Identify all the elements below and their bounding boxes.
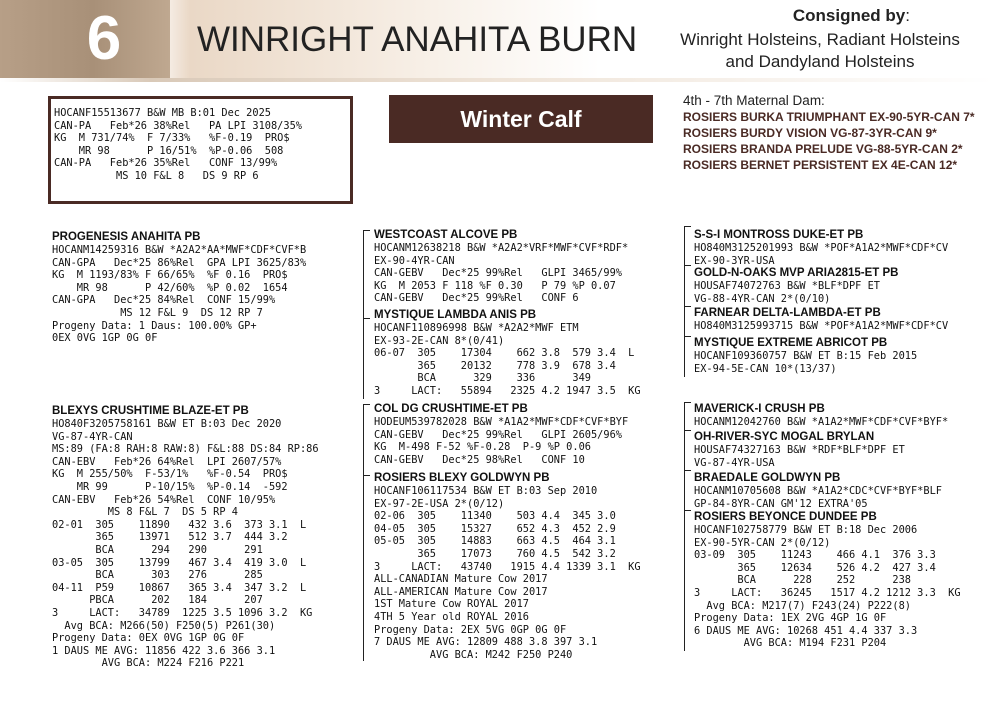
text-line: 7 DAUS ME AVG: 12809 488 3.8 397 3.1: [374, 636, 598, 649]
ggs3-name: MAVERICK-I CRUSH PB: [694, 403, 825, 415]
text-line: 365 12634 526 4.2 427 3.4: [694, 561, 936, 574]
text-line: VG-87-4YR-USA: [694, 456, 775, 469]
text-line: KG M-498 F-52 %F-0.28 P-9 %P 0.06: [374, 441, 591, 454]
text-line: CAN-GEBV Dec*25 99%Rel GLPI 3465/99%: [374, 267, 622, 280]
class-badge: Winter Calf: [389, 95, 653, 143]
ggs4-block: [694, 471, 942, 510]
text-line: CAN-EBV Feb*26 64%Rel LPI 2607/57%: [52, 455, 282, 468]
text-line: GP-84-8YR-CAN GM'12 EXTRA'05: [694, 497, 868, 510]
text-line: HODEUM539782028 B&W *A1A2*MWF*CDF*CVF*BYF: [374, 416, 629, 428]
text-line: KG M 2053 F 118 %F 0.30 P 79 %P 0.07: [374, 279, 616, 292]
text-line: VG-88-4YR-CAN 2*(0/10): [694, 292, 831, 305]
text-line: Progeny Data: 2EX 5VG 0GP 0G 0F: [374, 623, 567, 636]
text-line: KG M 1193/83% F 66/65% %F 0.16 PRO$: [52, 269, 288, 282]
text-line: CAN-GEBV Dec*25 99%Rel CONF 6: [374, 292, 579, 305]
text-line: EX-90-3YR-USA: [694, 254, 775, 267]
text-line: 3 LACT: 55894 2325 4.2 1947 3.5 KG: [374, 384, 641, 397]
sire-dam-details: [374, 322, 641, 398]
text-line: HOCANM12638218 B&W *A2A2*VRF*MWF*CVF*RDF*: [374, 242, 629, 254]
text-line: 1ST Mature Cow ROYAL 2017: [374, 598, 529, 611]
text-line: 3 LACT: 36245 1517 4.2 1212 3.3 KG: [694, 586, 961, 599]
consignors-line-2: and Dandyland Holsteins: [725, 52, 915, 71]
text-line: KG M 255/50% F-53/1% %F-0.54 PRO$: [52, 468, 288, 481]
text-line: 02-06 305 11340 503 4.4 345 3.0: [374, 510, 616, 523]
bracket-dam-dam: [363, 475, 370, 661]
bracket-sire-sire: [363, 230, 370, 321]
text-line: BCA 303 276 285: [52, 569, 263, 582]
text-line: MS 10 F&L 8 DS 9 RP 6: [54, 169, 259, 182]
bracket-ggs4: [684, 470, 691, 511]
dam-name: BLEXYS CRUSHTIME BLAZE-ET PB: [52, 405, 249, 417]
consigned-by-colon: :: [905, 6, 910, 25]
bracket-ggs3: [684, 402, 691, 433]
bracket-ggd2: [684, 336, 691, 377]
ggs4-details: [694, 485, 942, 510]
text-line: Progeny Data: 1 Daus: 100.00% GP+: [52, 319, 257, 332]
text-line: HOUSAF74327163 B&W *RDF*BLF*DPF ET: [694, 444, 905, 456]
ggd4-details: [694, 524, 961, 650]
ggd2-block: [694, 336, 917, 375]
text-line: MR 98 P 16/51% %P-0.06 508: [54, 144, 284, 157]
text-line: 06-07 305 17304 662 3.8 579 3.4 L: [374, 347, 635, 360]
ggd4-name: ROSIERS BEYONCE DUNDEE PB: [694, 511, 877, 523]
text-line: CAN-GEBV Dec*25 98%Rel CONF 10: [374, 453, 585, 466]
sire-sire-name: WESTCOAST ALCOVE PB: [374, 229, 518, 241]
dam-sire-name: COL DG CRUSHTIME-ET PB: [374, 403, 528, 415]
dam-block: [52, 404, 319, 670]
maternal-dam-6: ROSIERS BRANDA PRELUDE VG-88-5YR-CAN 2*: [683, 142, 963, 156]
bracket-sire-dam: [363, 318, 370, 399]
text-line: CAN-EBV Feb*26 54%Rel CONF 10/95%: [52, 493, 276, 506]
text-line: MR 99 P-10/15% %P-0.14 -592: [52, 480, 288, 493]
text-line: EX-97-2E-USA 2*(0/12): [374, 497, 505, 510]
text-line: HO840M3125993715 B&W *POF*A1A2*MWF*CDF*CV: [694, 320, 949, 332]
text-line: KG M 731/74% F 7/33% %F-0.19 PRO$: [54, 132, 290, 145]
text-line: Progeny Data: 1EX 2VG 4GP 1G 0F: [694, 612, 887, 625]
text-line: HOCANM14259316 B&W *A2A2*AA*MWF*CDF*CVF*B: [52, 244, 307, 256]
text-line: ALL-AMERICAN Mature Cow 2017: [374, 585, 548, 598]
ggs2-name: FARNEAR DELTA-LAMBDA-ET PB: [694, 307, 881, 319]
text-line: 4TH 5 Year old ROYAL 2016: [374, 610, 529, 623]
maternal-dam-5: ROSIERS BURDY VISION VG-87-3YR-CAN 9*: [683, 126, 937, 140]
text-line: BCA 228 252 238: [694, 574, 911, 587]
ggd2-name: MYSTIQUE EXTREME ABRICOT PB: [694, 337, 888, 349]
text-line: CAN-GEBV Dec*25 99%Rel GLPI 2605/96%: [374, 428, 622, 441]
text-line: HOCANF110896998 B&W *A2A2*MWF ETM: [374, 322, 579, 334]
consigned-by-text: Consigned by: [792, 6, 906, 25]
bracket-ggd3: [684, 430, 691, 471]
text-line: 365 13971 512 3.7 444 3.2: [52, 531, 288, 544]
text-line: 6 DAUS ME AVG: 10268 451 4.4 337 3.3: [694, 624, 918, 637]
text-line: 365 17073 760 4.5 542 3.2: [374, 547, 616, 560]
dam-details: [52, 418, 319, 670]
text-line: EX-90-4YR-CAN: [374, 254, 455, 267]
text-line: 02-01 305 11890 432 3.6 373 3.1 L: [52, 518, 307, 531]
text-line: Avg BCA: M217(7) F243(24) P222(8): [694, 599, 911, 612]
ggs3-block: [694, 402, 948, 429]
text-line: HOCANF15513677 B&W MB B:01 Dec 2025: [54, 107, 271, 119]
ggd1-name: GOLD-N-OAKS MVP ARIA2815-ET PB: [694, 267, 899, 279]
text-line: Progeny Data: 0EX 0VG 1GP 0G 0F: [52, 632, 245, 645]
text-line: PBCA 202 184 207: [52, 594, 263, 607]
text-line: 3 LACT: 34789 1225 3.5 1096 3.2 KG: [52, 606, 313, 619]
text-line: MS 8 F&L 7 DS 5 RP 4: [52, 506, 238, 519]
text-line: ALL-CANADIAN Mature Cow 2017: [374, 573, 548, 586]
text-line: BCA 294 290 291: [52, 543, 263, 556]
consigned-by-label: [680, 6, 970, 26]
ggs1-name: S-S-I MONTROSS DUKE-ET PB: [694, 229, 864, 241]
bracket-dam-sire: [363, 404, 370, 479]
text-line: HOCANM10705608 B&W *A1A2*CDC*CVF*BYF*BLF: [694, 485, 942, 497]
text-line: 365 20132 778 3.9 678 3.4: [374, 359, 616, 372]
ggd3-name: OH-RIVER-SYC MOGAL BRYLAN: [694, 431, 875, 443]
text-line: HOCANF106117534 B&W ET B:03 Sep 2010: [374, 485, 598, 497]
sire-dam-name: MYSTIQUE LAMBDA ANIS PB: [374, 309, 537, 321]
ggs2-details: [694, 320, 948, 333]
text-line: AVG BCA: M194 F231 P204: [694, 637, 887, 650]
ggd1-details: [694, 280, 898, 305]
maternal-dam-4: ROSIERS BURKA TRIUMPHANT EX-90-5YR-CAN 7*: [683, 110, 975, 124]
text-line: MR 98 P 42/60% %P 0.02 1654: [52, 281, 288, 294]
bracket-ggs2: [684, 306, 691, 337]
maternal-dam-heading: 4th - 7th Maternal Dam:: [683, 93, 825, 108]
text-line: BCA 329 336 349: [374, 372, 591, 385]
text-line: 04-11 P59 10867 365 3.4 347 3.2 L: [52, 581, 307, 594]
ggs1-block: [694, 228, 948, 267]
proof-lines: [54, 107, 302, 183]
ggs3-details: [694, 416, 948, 429]
text-line: CAN-PA Feb*26 38%Rel PA LPI 3108/35%: [54, 119, 302, 132]
lot-number-box: [0, 0, 170, 78]
ggs1-details: [694, 242, 948, 267]
text-line: VG-87-4YR-CAN: [52, 430, 133, 443]
sire-sire-details: [374, 242, 628, 305]
sire-name: PROGENESIS ANAHITA PB: [52, 231, 201, 243]
text-line: 03-05 305 13799 467 3.4 419 3.0 L: [52, 556, 307, 569]
text-line: 3 LACT: 43740 1915 4.4 1339 3.1 KG: [374, 560, 641, 573]
ggd2-details: [694, 350, 917, 375]
sire-details: [52, 244, 306, 345]
dam-sire-details: [374, 416, 628, 466]
text-line: EX-90-5YR-CAN 2*(0/12): [694, 536, 831, 549]
dam-sire-block: [374, 402, 628, 466]
ggd1-block: [694, 266, 898, 305]
ggd3-details: [694, 444, 905, 469]
maternal-dam-7: ROSIERS BERNET PERSISTENT EX 4E-CAN 12*: [683, 158, 958, 172]
header-divider: [0, 78, 994, 82]
dam-dam-details: [374, 485, 641, 661]
text-line: EX-93-2E-CAN 8*(0/41): [374, 334, 505, 347]
consignors-line-1: Winright Holsteins, Radiant Holsteins: [680, 30, 960, 49]
ggd4-block: [694, 510, 961, 650]
text-line: HOCANM12042760 B&W *A1A2*MWF*CDF*CVF*BYF*: [694, 416, 949, 428]
animal-proof-box: [48, 96, 353, 204]
ggs4-name: BRAEDALE GOLDWYN PB: [694, 472, 841, 484]
text-line: Avg BCA: M266(50) F250(5) P261(30): [52, 619, 276, 632]
text-line: 05-05 305 14883 663 4.5 464 3.1: [374, 535, 616, 548]
lot-number: 6: [86, 4, 122, 73]
text-line: 1 DAUS ME AVG: 11856 422 3.6 366 3.1: [52, 644, 276, 657]
text-line: 03-09 305 11243 466 4.1 376 3.3: [694, 549, 936, 562]
text-line: CAN-PA Feb*26 35%Rel CONF 13/99%: [54, 157, 278, 170]
text-line: HOCANF109360757 B&W ET B:15 Feb 2015: [694, 350, 918, 362]
text-line: HO840M3125201993 B&W *POF*A1A2*MWF*CDF*CV: [694, 242, 949, 254]
text-line: 04-05 305 15327 652 4.3 452 2.9: [374, 522, 616, 535]
ggd3-block: [694, 430, 905, 469]
dam-dam-block: [374, 471, 641, 661]
sire-dam-block: [374, 308, 641, 398]
text-line: HOCANF102758779 B&W ET B:18 Dec 2006: [694, 524, 918, 536]
bracket-ggs1: [684, 226, 691, 267]
ggs2-block: [694, 306, 948, 333]
text-line: CAN-GPA Dec*25 84%Rel CONF 15/99%: [52, 294, 276, 307]
animal-name: WINRIGHT ANAHITA BURN: [197, 20, 638, 59]
text-line: EX-94-5E-CAN 10*(13/37): [694, 362, 837, 375]
text-line: MS 12 F&L 9 DS 12 RP 7: [52, 306, 263, 319]
bracket-ggd4: [684, 510, 691, 651]
text-line: AVG BCA: M242 F250 P240: [374, 648, 573, 661]
sire-sire-block: [374, 228, 628, 305]
text-line: HOUSAF74072763 B&W *BLF*DPF ET: [694, 280, 880, 292]
text-line: CAN-GPA Dec*25 86%Rel GPA LPI 3625/83%: [52, 256, 307, 269]
bracket-ggd1: [684, 265, 691, 306]
text-line: HO840F3205758161 B&W ET B:03 Dec 2020: [52, 418, 282, 430]
dam-dam-name: ROSIERS BLEXY GOLDWYN PB: [374, 472, 550, 484]
text-line: AVG BCA: M224 F216 P221: [52, 657, 245, 670]
text-line: MS:89 (FA:8 RAH:8 RAW:8) F&L:88 DS:84 RP:86: [52, 443, 319, 456]
text-line: 0EX 0VG 1GP 0G 0F: [52, 332, 158, 345]
sire-block: [52, 230, 306, 345]
